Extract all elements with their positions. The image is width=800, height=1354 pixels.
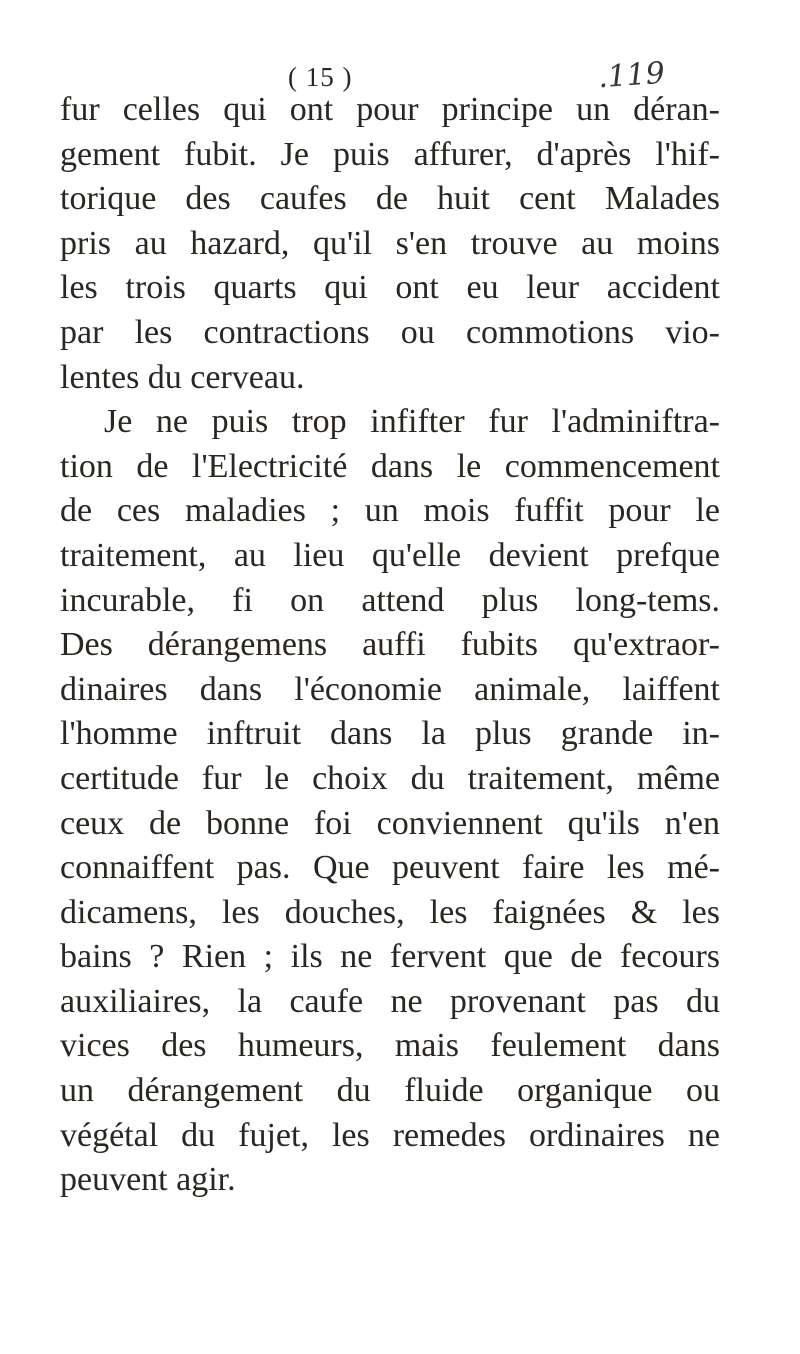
text-line: certitude fur le choix du traitement, même [60,759,720,797]
text-line: bains ? Rien ; ils ne fervent que de fecours [60,938,720,976]
text-line: gement fubit. Je puis affurer, d'après l'hif- [60,135,720,173]
text-line: traitement, au lieu qu'elle devient prefque [60,536,720,574]
text-line: dicamens, les douches, les faignées & les [60,893,720,931]
text-line: Des dérangemens auffi fubits qu'extraor- [60,626,720,664]
text-line: torique des caufes de huit cent Malades [60,180,720,218]
text-line: Je ne puis trop infifter fur l'adminiftra- [104,403,720,441]
text-line: végétal du fujet, les remedes ordinaires ne [60,1116,720,1154]
text-line: de ces maladies ; un mois fuffit pour le [60,492,720,530]
page-number: ( 15 ) [288,62,353,92]
body-paragraphs [60,88,720,1203]
handwritten-folio-number: .119 [596,55,666,96]
text-line: vices des humeurs, mais feulement dans [60,1027,720,1065]
text-line: peuvent agir. [60,1161,236,1199]
text-line: tion de l'Electricité dans le commencement [60,447,720,485]
text-line: l'homme inftruit dans la plus grande in- [60,715,720,753]
text-line: auxiliaires, la caufe ne provenant pas du [60,982,720,1020]
text-line: ceux de bonne foi conviennent qu'ils n'en [60,804,720,842]
text-line: fur celles qui ont pour principe un déran- [60,91,720,128]
text-line: incurable, fi on attend plus long-tems. [60,581,720,619]
text-line: connaiffent pas. Que peuvent faire les mé- [60,849,720,887]
text-line: un dérangement du fluide organique ou [60,1072,720,1110]
text-line: pris au hazard, qu'il s'en trouve au moins [60,224,720,262]
text-line: les trois quarts qui ont eu leur accident [60,269,720,307]
text-line: dinaires dans l'économie animale, laiffent [60,670,720,708]
text-line: lentes du cerveau. [60,358,305,396]
text-line: par les contractions ou commotions vio- [60,313,720,351]
